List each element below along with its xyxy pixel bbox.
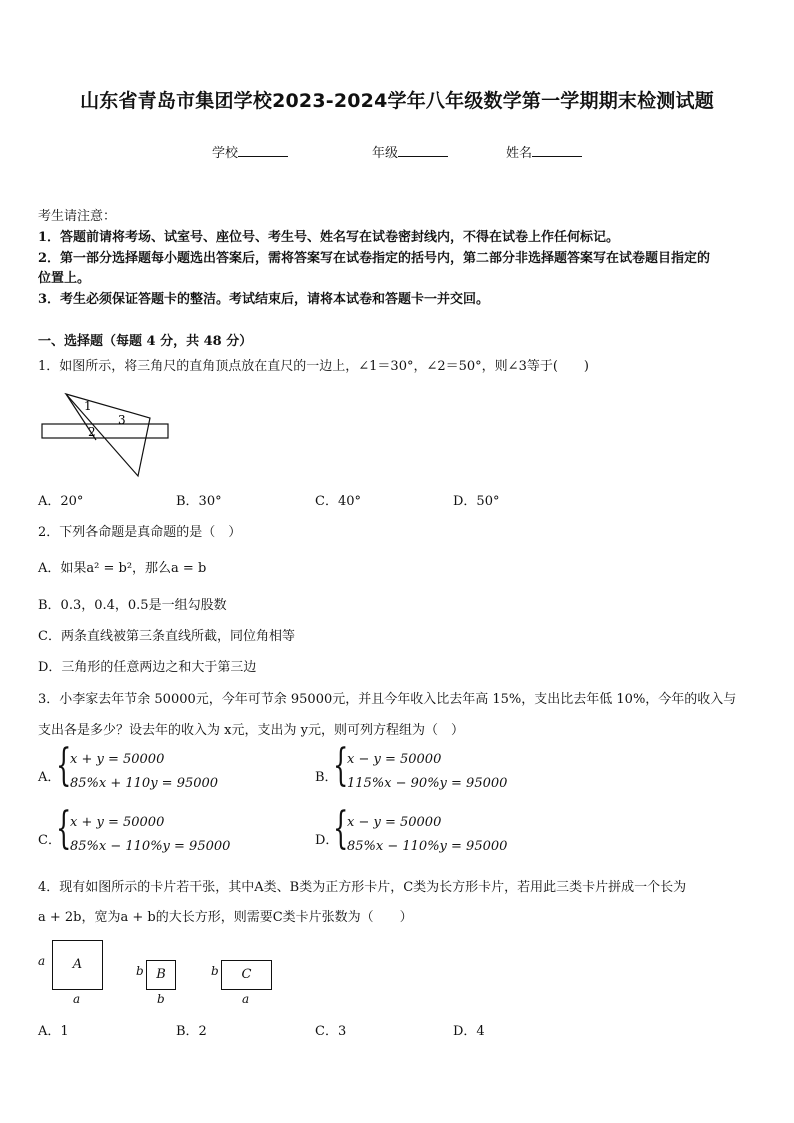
q3-option-a-letter: A． [38,770,61,785]
card-b-label: B [156,967,166,982]
ruler-shape [42,424,168,438]
q2-option-c: C．两条直线被第三条直线所截，同位角相等 [38,629,295,644]
q3-option-b-system [333,740,553,796]
card-c-label: C [241,967,252,982]
card-c-bottom-label: a [242,992,250,1006]
brace-icon: { [56,803,72,854]
ruler-triangle-figure [38,388,178,480]
section-heading: 一、选择题（每题 4 分，共 48 分） [38,334,253,349]
equation-row: 85%x − 110%y = 95000 [347,839,508,854]
brace-icon: { [56,740,72,791]
school-label: 学校 [212,146,239,161]
brace-icon: { [333,803,349,854]
card-c-side-label: b [211,964,219,978]
q3-option-d-letter: D． [315,833,339,848]
question-1-stem: 1．如图所示，将三角尺的直角顶点放在直尺的一边上，∠1＝30°，∠2＝50°，则∠3等于( ) [38,359,589,374]
q3-option-c-letter: C． [38,833,61,848]
q3-option-a-system [56,740,276,796]
brace-icon: { [333,740,349,791]
triangle-shape [66,394,150,476]
angle-1-label: 1 [84,399,92,413]
notice-item: 1．答题前请将考场、试室号、座位号、考生号、姓名写在试卷密封线内，不得在试卷上作任何标记。 [38,230,620,245]
q1-option-b: B．30° [176,494,222,509]
q2-option-b: B．0.3，0.4，0.5是一组勾股数 [38,598,227,613]
card-a [52,940,103,990]
equation-row: x − y = 50000 [347,815,442,830]
equation-row: x − y = 50000 [347,752,442,767]
q1-option-a: A．20° [38,494,84,509]
q3-option-b-letter: B． [315,770,338,785]
notice-heading: 考生请注意： [38,209,117,224]
q2-option-a: A．如果a² = b²，那么a = b [38,561,207,576]
card-a-side-label: a [38,954,46,968]
question-3-stem-line2: 支出各是多少？设去年的收入为 x元，支出为 y元，则可列方程组为（ ） [38,723,464,738]
q1-option-d: D．50° [453,494,500,509]
q3-option-c-system [56,803,276,859]
question-2-stem: 2．下列各命题是真命题的是（ ） [38,525,242,540]
question-3-stem-line1: 3．小李家去年节余 50000元，今年可节余 95000元，并且今年收入比去年高 15%，支出比去年低 10%，今年的收入与 [38,692,737,707]
notice-item: 位置上。 [38,271,91,286]
name-blank [532,144,582,157]
angle-3-label: 3 [118,413,126,427]
card-b-bottom-label: b [157,992,165,1006]
card-c [221,960,272,990]
q4-option-c: C．3 [315,1024,347,1039]
q3-option-d-system [333,803,553,859]
q1-option-c: C．40° [315,494,361,509]
name-field [506,142,582,161]
notice-item: 3．考生必须保证答题卡的整洁。考试结束后，请将本试卷和答题卡一并交回。 [38,292,490,307]
equation-row: x + y = 50000 [70,752,165,767]
grade-label: 年级 [372,146,399,161]
q4-option-b: B．2 [176,1024,207,1039]
q2-option-d: D．三角形的任意两边之和大于第三边 [38,660,257,675]
question-4-stem-line1: 4．现有如图所示的卡片若干张，其中A类、B类为正方形卡片，C类为长方形卡片，若用此三类卡片拼成一个长为 [38,880,687,895]
school-blank [238,144,288,157]
notice-item: 2．第一部分选择题每小题选出答案后，需将答案写在试卷指定的括号内，第二部分非选择题答案写在试卷题目指定的 [38,251,711,266]
equation-row: 85%x − 110%y = 95000 [70,839,231,854]
card-a-bottom-label: a [73,992,81,1006]
school-field [212,142,288,161]
grade-field [372,142,448,161]
q4-option-d: D．4 [453,1024,485,1039]
card-a-label: A [72,957,83,972]
name-label: 姓名 [506,146,533,161]
equation-row: 115%x − 90%y = 95000 [347,776,508,791]
card-b [146,960,176,990]
card-b-side-label: b [136,964,144,978]
question-4-stem-line2: a + 2b，宽为a + b的大长方形，则需要C类卡片张数为（ ） [38,910,413,925]
q4-option-a: A．1 [38,1024,69,1039]
page-title: 山东省青岛市集团学校2023-2024学年八年级数学第一学期期末检测试题 [80,90,714,112]
angle-2-label: 2 [88,425,96,439]
equation-row: x + y = 50000 [70,815,165,830]
grade-blank [398,144,448,157]
equation-row: 85%x + 110y = 95000 [70,776,219,791]
